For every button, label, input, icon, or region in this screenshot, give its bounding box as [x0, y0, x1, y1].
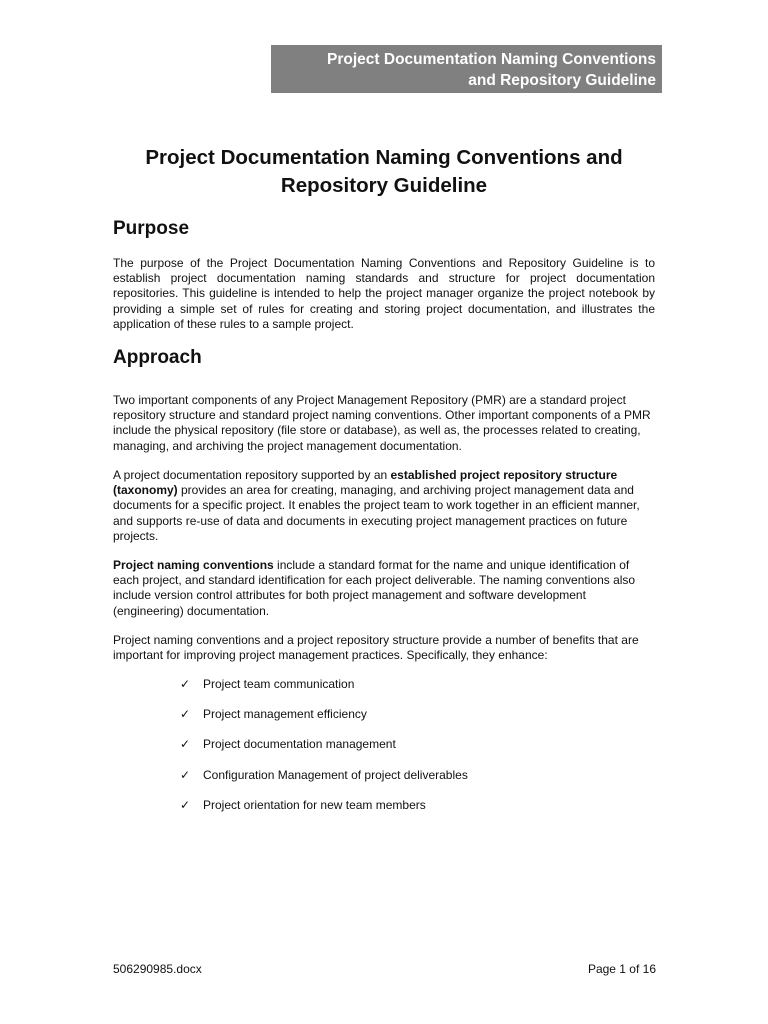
approach-paragraph-3-text: include a standard format for the name and unique identification of each project, and standard identification for each project deliverable. The naming conventions also include version control attributes for both project management and software development (engineering) documentation.: [113, 558, 636, 618]
list-item: [180, 707, 468, 737]
approach-heading: Approach: [113, 347, 202, 368]
checkmark-icon: ✓: [180, 737, 191, 752]
footer-page-number: Page 1 of 16: [587, 962, 656, 976]
running-header-line-1: Project Documentation Naming Conventions: [327, 51, 656, 68]
checkmark-icon: ✓: [180, 707, 191, 722]
purpose-paragraph: The purpose of the Project Documentation Naming Conventions and Repository Guideline is to establish project documentation naming standards and structure for project documentation repositories. This guideline is intended to help the project manager organize the project notebook by providing a simple set of rules for creating and storing project documentation, and illustrates the application of these rules to a sample project.: [113, 256, 655, 331]
list-item: [180, 737, 468, 767]
approach-paragraph-2-bold: established project repository structure (taxonomy): [113, 468, 618, 498]
approach-paragraph-2-text-b: provides an area for creating, managing, and archiving project management data and documents for a specific project. It enables the project team to work together in an efficient manner, and supports re-use of data and documents in executing project management practices on future projects.: [113, 483, 640, 543]
footer-filename: 506290985.docx: [113, 962, 202, 976]
list-item-text: Project team communication: [203, 677, 355, 691]
approach-paragraph-3: [113, 558, 655, 619]
approach-paragraph-2-text-a: A project documentation repository supported by an: [113, 468, 391, 482]
list-item-text: Project orientation for new team members: [203, 797, 426, 812]
approach-paragraph-3-bold: Project naming conventions: [113, 558, 274, 572]
running-header-line-2: and Repository Guideline: [468, 72, 656, 89]
purpose-heading: Purpose: [113, 218, 190, 239]
checkmark-icon: ✓: [180, 797, 191, 812]
document-title-line-2: Repository Guideline: [280, 174, 488, 197]
approach-paragraph-2: [113, 468, 655, 544]
list-item: [180, 677, 468, 707]
list-item-text: Configuration Management of project deliverables: [203, 767, 468, 782]
document-title: [112, 144, 656, 200]
checkmark-icon: ✓: [180, 767, 191, 782]
list-item: [180, 798, 468, 828]
list-item-text: Project documentation management: [203, 737, 396, 752]
benefits-list: [180, 677, 468, 828]
list-item-text: Project management efficiency: [203, 707, 367, 722]
approach-paragraph-4: Project naming conventions and a project repository structure provide a number of benefits that are important for improving project management practices. Specifically, they enhance:: [113, 633, 639, 663]
running-header: [271, 45, 662, 93]
document-title-line-1: Project Documentation Naming Conventions and: [145, 146, 623, 169]
checkmark-icon: ✓: [180, 677, 191, 691]
list-item: [180, 768, 468, 798]
approach-paragraph-1: Two important components of any Project Management Repository (PMR) are a standard project repository structure and standard project naming conventions. Other important components of a PMR include the physical repository (file store or database), as well as, the processes related to creating, managing, and archiving the project management documentation.: [113, 393, 651, 453]
